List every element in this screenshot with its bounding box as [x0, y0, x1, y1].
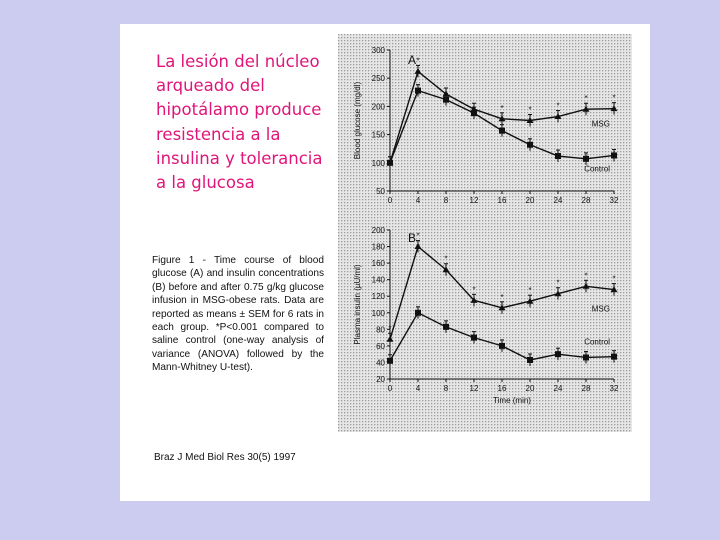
panel-label: B — [408, 231, 417, 245]
x-tick-label: 24 — [553, 196, 563, 205]
data-point-control — [471, 335, 477, 341]
y-tick-label: 160 — [371, 259, 385, 269]
data-point-control — [415, 88, 421, 94]
y-tick-label: 120 — [371, 292, 385, 302]
data-point-control — [387, 358, 393, 364]
significance-marker: * — [472, 285, 476, 295]
significance-marker: * — [528, 286, 532, 296]
x-tick-label: 0 — [387, 384, 393, 393]
panel-label: A — [408, 53, 417, 67]
significance-marker: * — [388, 324, 392, 334]
series-label-msg: MSG — [591, 119, 610, 129]
x-tick-label: 28 — [581, 196, 591, 205]
data-point-control — [443, 97, 449, 103]
y-tick-label: 200 — [371, 226, 385, 235]
x-tick-label: 8 — [443, 196, 449, 205]
caption-text: Time course of blood glucose (A) and insulin concentrations (B) before and after 0.75 g/kg glucose infusion in MSG-obese rats. Data are reported as means ± SEM for 6 rats in each group. *P<0.001 compared to saline control (one-way analysis of variance (ANOVA) followed by the Mann-Whitney U-test). — [152, 255, 325, 374]
significance-marker: * — [500, 292, 504, 302]
significance-marker: * — [612, 274, 616, 284]
x-tick-label: 4 — [415, 196, 421, 205]
y-tick-label: 150 — [371, 130, 385, 140]
y-tick-label: 50 — [376, 187, 385, 196]
y-tick-label: 140 — [371, 275, 385, 285]
y-axis-label: Blood glucose (mg/dl) — [353, 81, 362, 160]
significance-marker: * — [528, 105, 532, 115]
x-tick-label: 24 — [553, 384, 563, 393]
data-point-control — [611, 152, 617, 158]
x-tick-label: 20 — [525, 384, 535, 393]
y-tick-label: 60 — [376, 341, 385, 351]
data-point-control — [583, 156, 589, 162]
y-tick-label: 40 — [376, 358, 385, 368]
x-axis-label: Time (min) — [493, 396, 531, 405]
x-tick-label: 12 — [469, 196, 479, 205]
x-tick-label: 12 — [469, 384, 479, 393]
series-label-msg: MSG — [591, 304, 610, 314]
data-point-control — [499, 343, 505, 349]
x-tick-label: 8 — [443, 384, 449, 393]
x-tick-label: 16 — [497, 196, 507, 205]
significance-marker: * — [416, 56, 420, 66]
x-tick-label: 0 — [387, 196, 393, 205]
data-point-control — [387, 160, 393, 166]
significance-marker: * — [612, 93, 616, 103]
data-point-control — [527, 142, 533, 148]
caption-label: Figure 1 - — [152, 255, 206, 266]
y-tick-label: 200 — [371, 102, 385, 112]
slide-headline: La lesión del núcleo arqueado del hipotálamo produce resistencia a la insulina y tolerancia a la glucosa — [156, 52, 323, 193]
y-tick-label: 20 — [376, 375, 385, 384]
x-tick-label: 16 — [497, 384, 507, 393]
data-point-control — [555, 351, 561, 357]
figure-caption — [152, 254, 324, 375]
y-axis-label: Plasma insulin (µU/ml) — [353, 264, 362, 345]
data-point-control — [555, 153, 561, 159]
data-point-control — [443, 324, 449, 330]
significance-marker: * — [556, 278, 560, 288]
series-label-control: Control — [584, 337, 610, 347]
y-tick-label: 100 — [371, 308, 385, 318]
significance-marker: * — [444, 254, 448, 264]
x-tick-label: 32 — [609, 196, 619, 205]
y-tick-label: 80 — [376, 325, 385, 335]
series-label-control: Control — [584, 164, 610, 174]
x-tick-label: 28 — [581, 384, 591, 393]
data-point-control — [583, 354, 589, 360]
significance-marker: * — [416, 231, 420, 241]
y-tick-label: 100 — [371, 158, 385, 168]
significance-marker: * — [584, 94, 588, 104]
y-tick-label: 250 — [371, 74, 385, 84]
x-tick-label: 20 — [525, 196, 535, 205]
figure-svg — [338, 34, 632, 432]
x-tick-label: 4 — [415, 384, 421, 393]
y-tick-label: 300 — [371, 46, 385, 55]
x-tick-label: 32 — [609, 384, 619, 393]
data-point-control — [471, 110, 477, 116]
data-point-control — [527, 357, 533, 363]
citation: Braz J Med Biol Res 30(5) 1997 — [154, 452, 296, 463]
data-point-control — [499, 128, 505, 134]
slide — [120, 24, 650, 501]
figure-panels — [338, 34, 632, 432]
significance-marker: * — [556, 101, 560, 111]
data-point-control — [611, 354, 617, 360]
y-tick-label: 180 — [371, 242, 385, 252]
significance-marker: * — [500, 103, 504, 113]
data-point-control — [415, 310, 421, 316]
significance-marker: * — [584, 271, 588, 281]
